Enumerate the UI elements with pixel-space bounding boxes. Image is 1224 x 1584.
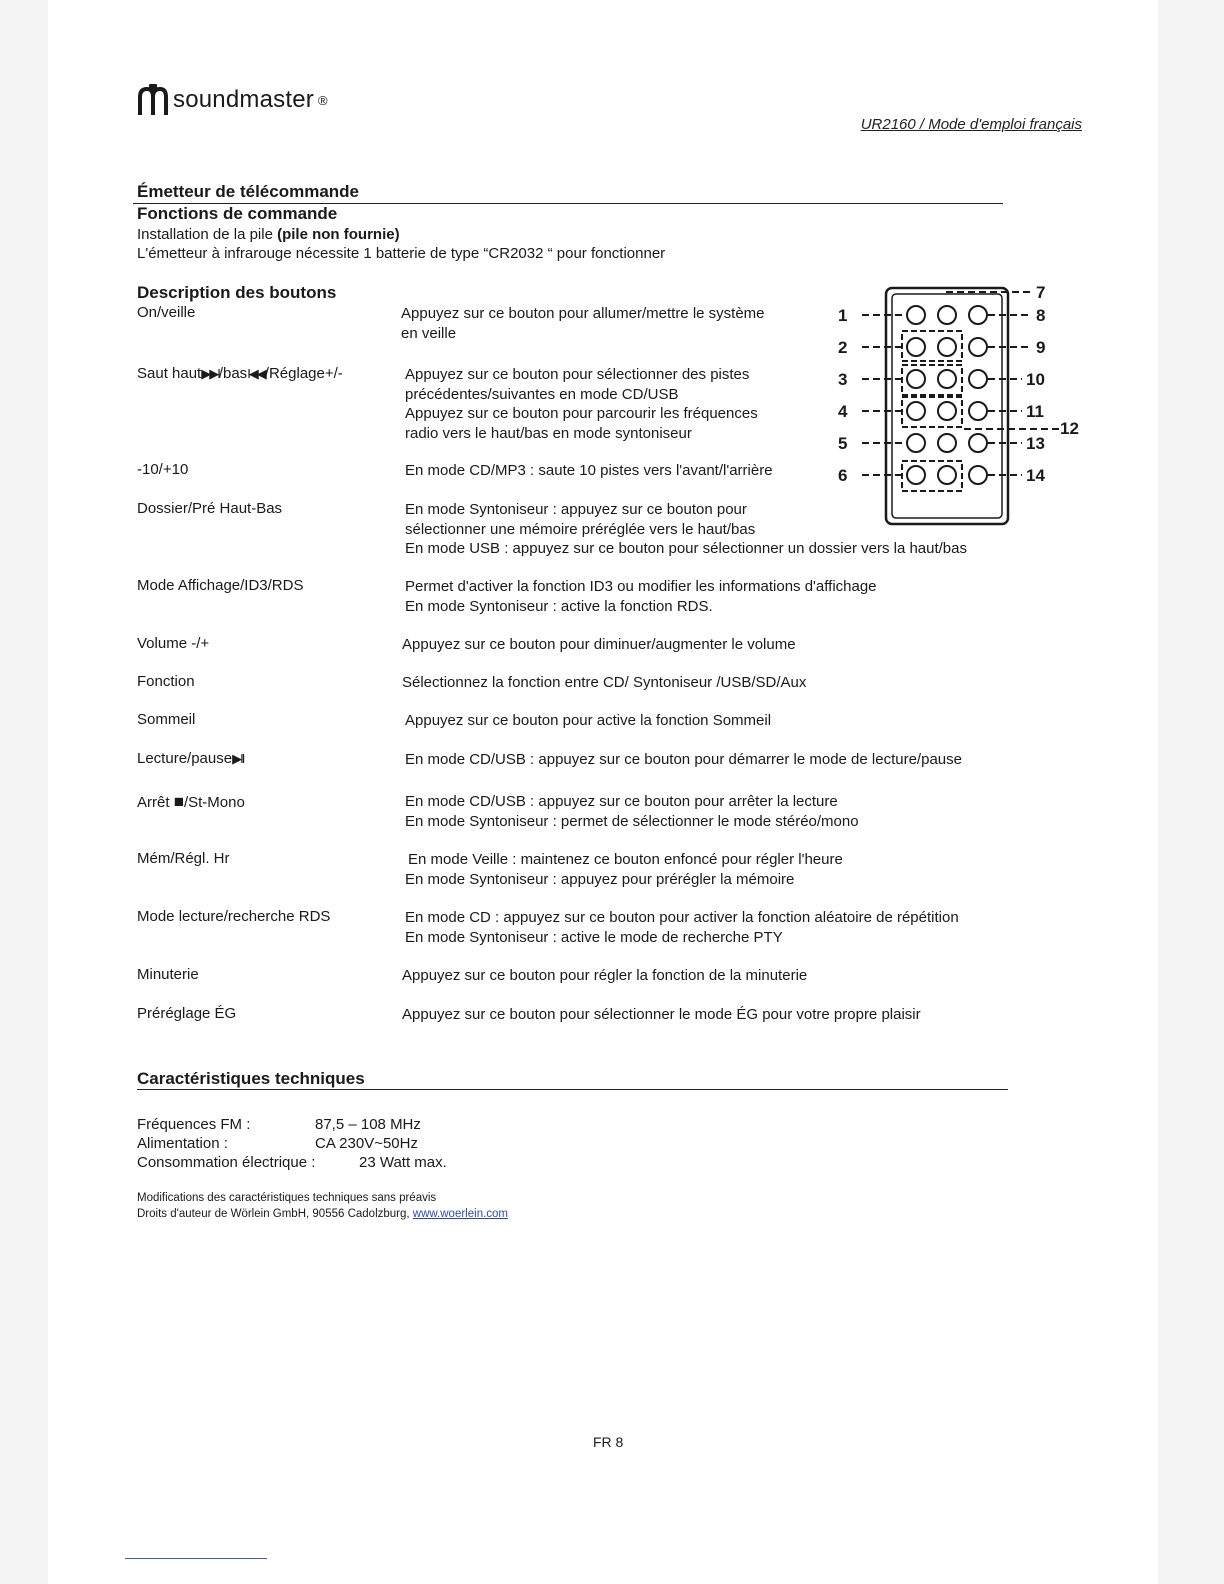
- desc-line: Appuyez sur ce bouton pour sélectionner des pistes: [405, 366, 750, 383]
- spec-key-fm: Fréquences FM :: [137, 1116, 251, 1133]
- button-desc-volume: [402, 635, 796, 655]
- remote-key-9: [969, 338, 987, 356]
- battery-line-bold: (pile non fournie): [277, 226, 400, 243]
- button-label-eq: Préréglage ÉG: [137, 1005, 237, 1022]
- desc-line: En mode CD/MP3 : saute 10 pistes vers l'avant/l'arrière: [405, 462, 773, 479]
- button-desc-timer: [402, 966, 807, 986]
- specs-title: Caractéristiques techniques: [137, 1069, 365, 1088]
- callout-7: 7: [1036, 283, 1046, 302]
- desc-line: en veille: [401, 324, 457, 342]
- remote-key: [938, 338, 956, 356]
- notice-copyright: [137, 1206, 508, 1222]
- remote-key-8: [969, 306, 987, 324]
- callout-10: 10: [1026, 370, 1045, 389]
- button-label-sleep: Sommeil: [137, 711, 196, 728]
- play-pause-icon: ▶II: [232, 751, 244, 766]
- button-label-volume: Volume -/+: [137, 635, 210, 652]
- website-link[interactable]: www.woerlein.com: [412, 1208, 509, 1220]
- button-desc-function: [402, 673, 806, 693]
- callout-6: 6: [838, 466, 848, 485]
- desc-line: précédentes/suivantes en mode CD/USB: [405, 385, 679, 403]
- desc-line: En mode USB : appuyez sur ce bouton pour sélectionner un dossier vers la haut/bas: [405, 540, 967, 557]
- remote-key-3: [907, 370, 925, 388]
- label-part: Lecture/pause: [137, 750, 233, 767]
- label-part: Saut haut: [137, 365, 202, 382]
- document-reference: UR2160 / Mode d'emploi français: [860, 116, 1082, 133]
- desc-line: En mode Syntoniseur : appuyez pour prérégler la mémoire: [405, 870, 795, 888]
- desc-line: En mode Syntoniseur : active la fonction RDS.: [405, 597, 713, 615]
- remote-key-5: [907, 434, 925, 452]
- spec-key-consumption: Consommation électrique :: [137, 1154, 316, 1171]
- remote-key: [938, 434, 956, 452]
- label-part: /St-Mono: [183, 794, 245, 811]
- desc-line: Permet d'activer la fonction ID3 ou modifier les informations d'affichage: [405, 578, 877, 595]
- desc-line: En mode Veille : maintenez ce bouton enfoncé pour régler l'heure: [408, 851, 843, 868]
- skip-forward-icon: ▶▶I: [201, 366, 219, 381]
- callout-12: 12: [1060, 419, 1079, 438]
- callout-13: 13: [1026, 434, 1045, 453]
- callout-5: 5: [838, 434, 848, 453]
- desc-line: En mode CD : appuyez sur ce bouton pour activer la fonction aléatoire de répétition: [405, 909, 959, 926]
- button-desc-stop: [405, 792, 859, 831]
- battery-install-line: [137, 225, 400, 244]
- battery-description: L'émetteur à infrarouge nécessite 1 batterie de type “CR2032 “ pour fonctionner: [137, 245, 666, 262]
- remote-key: [938, 370, 956, 388]
- brand-logo: [137, 80, 328, 120]
- remote-key-2: [907, 338, 925, 356]
- brand-name: soundmaster: [173, 86, 314, 113]
- soundmaster-logo-icon: [137, 83, 169, 117]
- remote-key-14: [969, 466, 987, 484]
- button-desc-memory: [405, 850, 843, 889]
- button-desc-playmode: [405, 908, 959, 947]
- desc-line: Appuyez sur ce bouton pour active la fonction Sommeil: [405, 712, 772, 729]
- footer-rule: [125, 1558, 267, 1559]
- page-number: FR 8: [593, 1434, 624, 1450]
- callout-3: 3: [838, 370, 848, 389]
- remote-key: [938, 466, 956, 484]
- remote-key-10: [969, 370, 987, 388]
- button-desc-onveille: [401, 304, 819, 343]
- stop-icon: ■: [173, 792, 184, 811]
- buttons-title: Description des boutons: [137, 283, 337, 302]
- label-part: Arrêt: [137, 794, 174, 811]
- button-label-stop: [137, 792, 245, 812]
- remote-key: [938, 402, 956, 420]
- desc-line: Appuyez sur ce bouton pour parcourir les fréquences: [405, 405, 758, 422]
- desc-line: Sélectionnez la fonction entre CD/ Syntoniseur /USB/SD/Aux: [402, 674, 807, 691]
- desc-line: En mode Syntoniseur : appuyez sur ce bouton pour: [405, 501, 747, 518]
- button-label-playpause: [137, 750, 243, 767]
- button-desc-skip: [405, 365, 823, 443]
- remote-key-13: [969, 434, 987, 452]
- callout-4: 4: [838, 402, 848, 421]
- button-label-onveille: On/veille: [137, 304, 196, 321]
- spec-value-fm: 87,5 – 108 MHz: [315, 1116, 421, 1133]
- remote-key-4: [907, 402, 925, 420]
- button-label-timer: Minuterie: [137, 966, 199, 983]
- button-desc-playpause: [405, 750, 962, 770]
- desc-line: sélectionner une mémoire préréglée vers le haut/bas: [405, 520, 756, 538]
- desc-line: En mode CD/USB : appuyez sur ce bouton pour démarrer le mode de lecture/pause: [405, 751, 962, 768]
- specs-divider: [137, 1089, 1008, 1090]
- callout-14: 14: [1026, 466, 1045, 485]
- desc-line: Appuyez sur ce bouton pour allumer/mettre le système: [401, 305, 765, 322]
- callout-1: 1: [838, 306, 848, 325]
- button-label-10: -10/+10: [137, 461, 189, 478]
- button-label-skip: [137, 365, 343, 382]
- copyright-text: Droits d'auteur de Wörlein GmbH, 90556 Cadolzburg,: [137, 1208, 413, 1220]
- button-label-function: Fonction: [137, 673, 195, 690]
- desc-line: En mode Syntoniseur : active le mode de recherche PTY: [405, 928, 783, 946]
- notice-changes: Modifications des caractéristiques techniques sans préavis: [137, 1192, 437, 1204]
- section-title: Émetteur de télécommande: [137, 182, 360, 201]
- subsection-title: Fonctions de commande: [137, 204, 338, 223]
- battery-line-text: Installation de la pile: [137, 226, 278, 243]
- callout-11: 11: [1026, 402, 1044, 421]
- callout-8: 8: [1036, 306, 1046, 325]
- registered-mark: ®: [317, 92, 328, 108]
- desc-line: Appuyez sur ce bouton pour diminuer/augmenter le volume: [402, 636, 796, 653]
- desc-line: Appuyez sur ce bouton pour régler la fonction de la minuterie: [402, 967, 808, 984]
- button-label-playmode: Mode lecture/recherche RDS: [137, 908, 331, 925]
- callout-2: 2: [838, 338, 848, 357]
- desc-line: En mode CD/USB : appuyez sur ce bouton pour arrêter la lecture: [405, 793, 838, 810]
- remote-key: [938, 306, 956, 324]
- button-label-folder: Dossier/Pré Haut-Bas: [137, 500, 283, 517]
- spec-key-power: Alimentation :: [137, 1135, 228, 1152]
- label-part: /Réglage+/-: [264, 365, 343, 382]
- label-part: /bas: [218, 365, 248, 382]
- button-desc-display: [405, 577, 877, 616]
- skip-back-icon: I◀◀: [247, 366, 265, 381]
- button-desc-eq: [402, 1005, 921, 1025]
- button-label-memory: Mém/Régl. Hr: [137, 850, 230, 867]
- remote-key-1: [907, 306, 925, 324]
- desc-line: Appuyez sur ce bouton pour sélectionner le mode ÉG pour votre propre plaisir: [402, 1006, 921, 1023]
- remote-key-11: [969, 402, 987, 420]
- spec-value-consumption: 23 Watt max.: [359, 1154, 447, 1171]
- desc-line: radio vers le haut/bas en mode syntoniseur: [405, 424, 692, 442]
- button-label-display: Mode Affichage/ID3/RDS: [137, 577, 304, 594]
- button-desc-10: [405, 461, 773, 481]
- remote-key-6: [907, 466, 925, 484]
- desc-line: En mode Syntoniseur : permet de sélectionner le mode stéréo/mono: [405, 812, 859, 830]
- button-desc-sleep: [405, 711, 771, 731]
- remote-diagram: [836, 282, 1088, 530]
- spec-value-power: CA 230V~50Hz: [315, 1135, 418, 1152]
- callout-9: 9: [1036, 338, 1046, 357]
